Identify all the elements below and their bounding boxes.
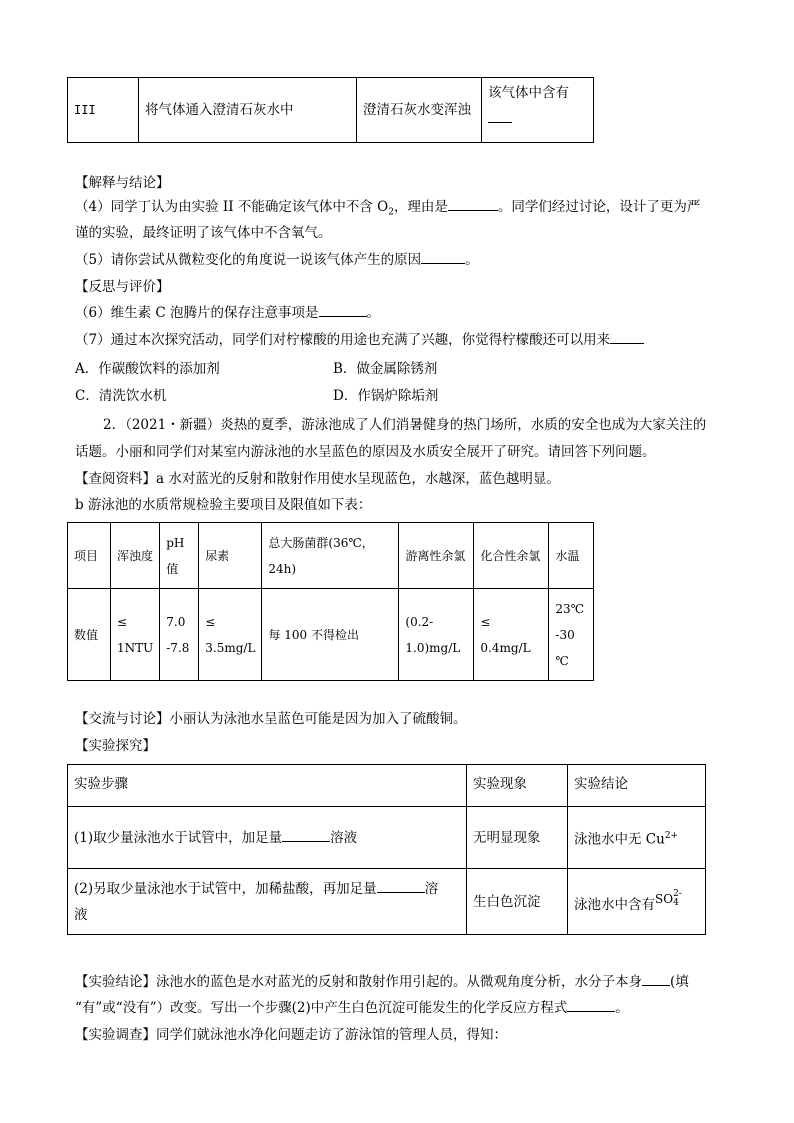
conclusion-text: (填: [670, 974, 689, 990]
table-row: [68, 523, 594, 589]
question-4-line-2: 谨的实验，最终证明了该气体中不含氧气。: [75, 225, 332, 241]
ion-charge-stack: [673, 890, 682, 908]
info-text: a 水对蓝光的反射和散射作用使水呈现蓝色，水越深，蓝色越明显。: [156, 471, 560, 487]
table-row: [68, 869, 706, 935]
table-row: [68, 589, 594, 681]
table-header-cell: 游离性余氯: [399, 523, 474, 589]
experiment-conclusion-line-2: [75, 996, 629, 1020]
question-text: 。: [366, 305, 381, 321]
table-header-cell: 实验步骤: [68, 765, 467, 807]
section-heading: 【反思与评价】: [75, 279, 170, 295]
conclusion-text: 。: [615, 1000, 629, 1016]
step-text: (2)另取少量泳池水于试管中，加稀盐酸，再加足量: [74, 880, 377, 897]
answer-blank[interactable]: [421, 249, 465, 264]
question-6: [75, 301, 380, 325]
conclusion-text: 泳池水的蓝色是水对蓝光的反射和散射作用引起的。从微观角度分析，水分子本身: [156, 974, 642, 990]
table-cell: [568, 807, 706, 869]
table-cell: 7.0 -7.8: [160, 589, 199, 681]
table-cell: 澄清石灰水变浑浊: [357, 78, 482, 143]
table-cell: [568, 869, 706, 935]
question-text: （4）同学丁认为由实验 II 不能确定该气体中不含 O: [75, 199, 389, 215]
experiment-conclusion-line-1: [75, 970, 689, 994]
experiment-table-fragment: [67, 77, 594, 143]
answer-blank[interactable]: [377, 878, 425, 893]
table-header-cell: 浑浊度: [111, 523, 160, 589]
table-cell: 无明显现象: [467, 807, 568, 869]
superscript: 2+: [664, 830, 679, 841]
table-header-cell: 水温: [549, 523, 594, 589]
section-heading: 【实验结论】: [75, 974, 156, 990]
section-heading: 【查阅资料】: [75, 471, 156, 487]
table-cell: [68, 869, 467, 935]
table-cell: III: [68, 78, 139, 143]
table-cell: 数值: [68, 589, 111, 681]
table-header-cell: 实验现象: [467, 765, 568, 807]
answer-blank[interactable]: [448, 196, 498, 211]
table-cell: [482, 78, 594, 143]
step-text: (1)取少量泳池水于试管中，加足量: [74, 829, 283, 846]
table-header-cell: 实验结论: [568, 765, 706, 807]
table-row: [68, 78, 594, 143]
cell-text: 该气体中含有: [488, 85, 569, 101]
question-text: （6）维生素 C 泡腾片的保存注意事项是: [75, 305, 319, 321]
table-cell: 每 100 不得检出: [262, 589, 399, 681]
step-text: 溶: [424, 880, 439, 897]
table-cell: ≤ 0.4mg/L: [474, 589, 549, 681]
table-cell: 将气体通入澄清石灰水中: [139, 78, 357, 143]
option-b[interactable]: B．做金属除锈剂: [333, 361, 438, 377]
water-quality-table: [67, 522, 594, 681]
conclusion-text: “有”或“没有”）改变。写出一个步骤(2)中产生白色沉淀可能发生的化学反应方程式: [75, 1000, 568, 1016]
answer-blank[interactable]: [319, 302, 367, 317]
question-7: [75, 328, 644, 352]
option-c[interactable]: C．清洗饮水机: [75, 388, 167, 404]
answer-blank[interactable]: [488, 108, 512, 123]
question-2-line-2: 话题。小丽和同学们对某室内游泳池的水呈蓝色的原因及水质安全展开了研究。请回答下列问题。: [75, 444, 656, 460]
table-header-cell: 项目: [68, 523, 111, 589]
section-heading: 【实验调查】: [75, 1027, 156, 1043]
option-d[interactable]: D．作锅炉除垢剂: [333, 388, 439, 404]
section-heading: 【解释与结论】: [75, 175, 170, 191]
question-text: （5）请你尝试从微粒变化的角度说一说该气体产生的原因: [75, 252, 422, 268]
question-text: 。同学们经过讨论，设计了更为严: [497, 199, 701, 215]
sulfate-ion: [655, 886, 682, 912]
step-text: 液: [74, 906, 88, 923]
experiment-table: [67, 764, 706, 935]
question-text: 。: [465, 252, 479, 268]
discussion: [75, 707, 467, 731]
experiment-survey: [75, 1023, 507, 1047]
table-cell: ≤ 3.5mg/L: [199, 589, 262, 681]
table-header-cell: 化合性余氯: [474, 523, 549, 589]
table-cell: ≤ 1NTU: [111, 589, 160, 681]
subscript: 2: [388, 207, 394, 218]
conclusion-text: 泳池水中无 Cu: [574, 831, 665, 848]
answer-blank[interactable]: [567, 997, 615, 1012]
reference-info-b: b 游泳池的水质常规检验主要项目及限值如下表：: [75, 497, 372, 513]
question-5: [75, 248, 479, 272]
question-2-line-1: 2．（2021・新疆）炎热的夏季，游泳池成了人们消暑健身的热门场所，水质的安全也成为大家关注的: [103, 417, 707, 433]
table-row: [68, 807, 706, 869]
section-heading: 【交流与讨论】: [75, 711, 170, 727]
table-header-cell: 总大肠菌群(36℃，24h): [262, 523, 399, 589]
superscript: 2-: [673, 889, 682, 899]
table-header-cell: pH值: [160, 523, 199, 589]
table-cell: 23℃ -30 ℃: [549, 589, 594, 681]
step-text: 溶液: [330, 829, 358, 846]
conclusion-text: 泳池水中含有: [574, 896, 655, 913]
step-line: [74, 876, 460, 902]
option-a[interactable]: A．作碳酸饮料的添加剂: [75, 361, 220, 377]
section-heading: 【实验探究】: [75, 738, 156, 754]
discussion-text: 小丽认为泳池水呈蓝色可能是因为加入了硫酸铜。: [169, 711, 467, 727]
table-header-cell: 尿素: [199, 523, 262, 589]
table-cell: (0.2-1.0)mg/L: [399, 589, 474, 681]
question-text: ，理由是: [393, 199, 448, 215]
question-text: （7）通过本次探究活动，同学们对柠檬酸的用途也充满了兴趣，你觉得柠檬酸还可以用来: [75, 332, 611, 348]
answer-blank[interactable]: [642, 971, 670, 986]
answer-blank[interactable]: [610, 329, 644, 344]
ion-text: SO: [655, 891, 674, 906]
table-cell: 生白色沉淀: [467, 869, 568, 935]
table-row: [68, 765, 706, 807]
survey-text: 同学们就泳池水净化问题走访了游泳馆的管理人员，得知：: [156, 1027, 507, 1043]
reference-info-a: [75, 467, 560, 491]
answer-blank[interactable]: [282, 827, 330, 842]
table-cell: [68, 807, 467, 869]
subscript: 4: [673, 898, 679, 908]
